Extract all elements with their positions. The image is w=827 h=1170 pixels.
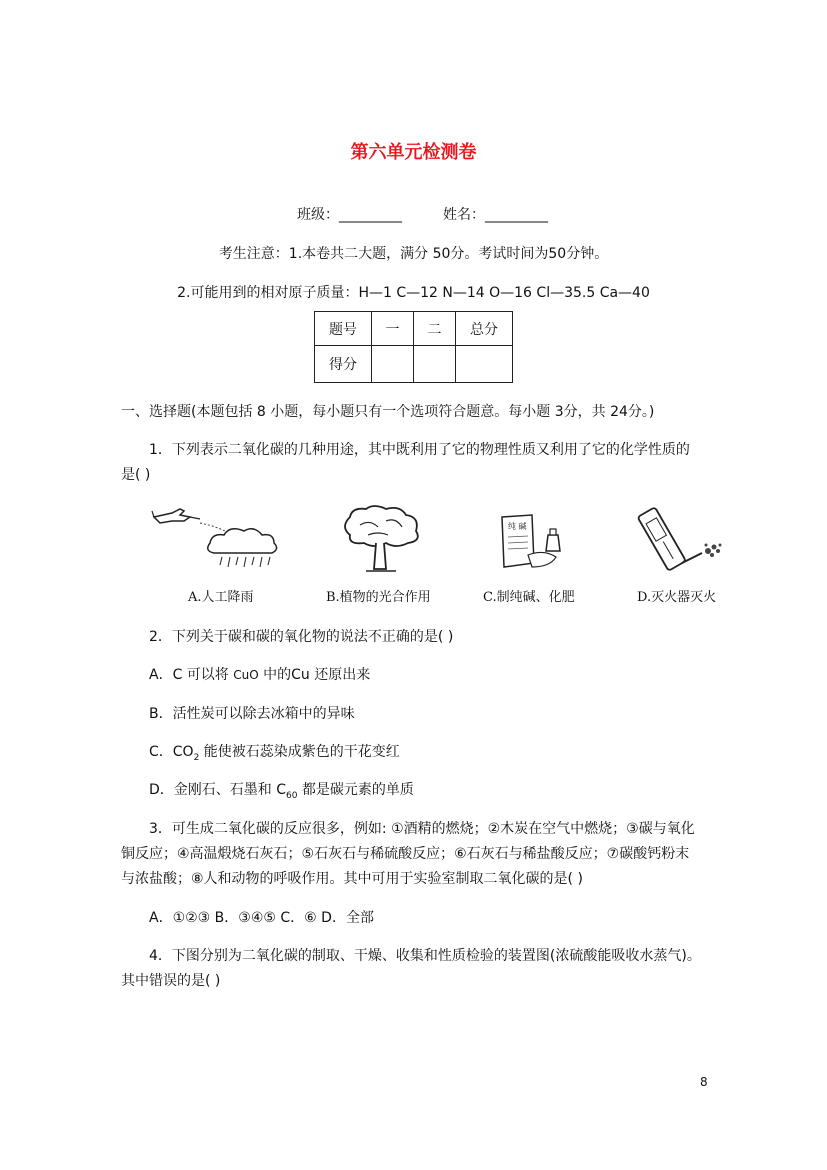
exam-note-1: 考生注意：1.本卷共二大题，满分 50分。考试时间为50分钟。 [218, 246, 609, 262]
score-cell-1[interactable] [372, 346, 414, 383]
q1-caption-c: C.制纯碱、化肥 [483, 590, 575, 605]
score-header-label: 题号 [315, 312, 372, 346]
name-field: 姓名：_________ [443, 207, 548, 223]
score-header-total: 总分 [456, 312, 513, 346]
q3-stem-line1: 3．可生成二氧化碳的反应很多，例如: ①酒精的燃烧；②木炭在空气中燃烧；③碳与氧化 [149, 821, 695, 837]
page-title: 第六单元检测卷 [350, 142, 477, 163]
section-1-heading: 一、选择题(本题包括 8 小题，每小题只有一个选项符合题意。每小题 3分，共 24分。) [121, 404, 655, 420]
q1-caption-d: D.灭火器灭火 [637, 590, 717, 605]
score-header-1: 一 [372, 312, 414, 346]
q2-option-b: B．活性炭可以除去冰箱中的异味 [149, 706, 355, 722]
q4-stem-line2: 其中错误的是( ) [121, 973, 221, 989]
q2-option-c-pre: C．CO [149, 744, 194, 760]
q1-stem-line2: 是( ) [121, 467, 151, 483]
q2-option-a-pre: A．C 可以将 [149, 667, 234, 683]
score-cell-total[interactable] [456, 346, 513, 383]
q1-stem-line1: 1．下列表示二氧化碳的几种用途，其中既利用了它的物理性质又利用了它的化学性质的 [149, 442, 690, 458]
q2-option-c-post: 能使被石蕊染成紫色的干花变红 [199, 744, 400, 760]
exam-note-2: 2.可能用到的相对原子质量：H—1 C—12 N—14 O—16 Cl—35.5 Ca—40 [177, 285, 650, 301]
q2-option-d [149, 779, 414, 801]
q3-stem-line3: 与浓盐酸；⑧人和动物的呼吸作用。其中可用于实验室制取二氧化碳的是( ) [121, 871, 583, 887]
q2-option-a [149, 664, 370, 684]
score-table [314, 311, 513, 383]
page-number: 8 [700, 1075, 708, 1089]
q2-option-a-post: 中的Cu 还原出来 [258, 667, 371, 683]
score-cell-2[interactable] [414, 346, 456, 383]
score-row-label: 得分 [315, 346, 372, 383]
q1-caption-b: B.植物的光合作用 [326, 590, 431, 605]
q1-caption-a: A.人工降雨 [188, 590, 254, 605]
fertilizer-bag-icon [492, 505, 572, 575]
q2-option-c-sub: 2 [193, 752, 200, 763]
tree-icon [330, 505, 430, 575]
q2-option-d-pre: D．金刚石、石墨和 C [149, 782, 287, 798]
fire-extinguisher-icon [630, 505, 730, 575]
q2-option-d-sub: 60 [286, 790, 298, 801]
class-field: 班级：_________ [297, 207, 402, 223]
q3-options: A．①②③ B．③④⑤ C．⑥ D．全部 [149, 910, 374, 926]
plane-rain-icon [150, 505, 290, 575]
q2-stem: 2．下列关于碳和碳的氧化物的说法不正确的是( ) [149, 629, 454, 645]
q3-stem-line2: 铜反应；④高温煅烧石灰石；⑤石灰石与稀硫酸反应；⑥石灰石与稀盐酸反应；⑦碳酸钙粉末 [121, 846, 690, 862]
q2-option-a-cuo: CuO [233, 668, 259, 682]
q2-option-c [149, 741, 400, 763]
score-header-2: 二 [414, 312, 456, 346]
bag-label: 纯 碱 [508, 522, 527, 531]
q2-option-d-post: 都是碳元素的单质 [297, 782, 414, 798]
q4-stem-line1: 4．下图分别为二氧化碳的制取、干燥、收集和性质检验的装置图(浓硫酸能吸收水蒸气)。 [149, 948, 701, 964]
